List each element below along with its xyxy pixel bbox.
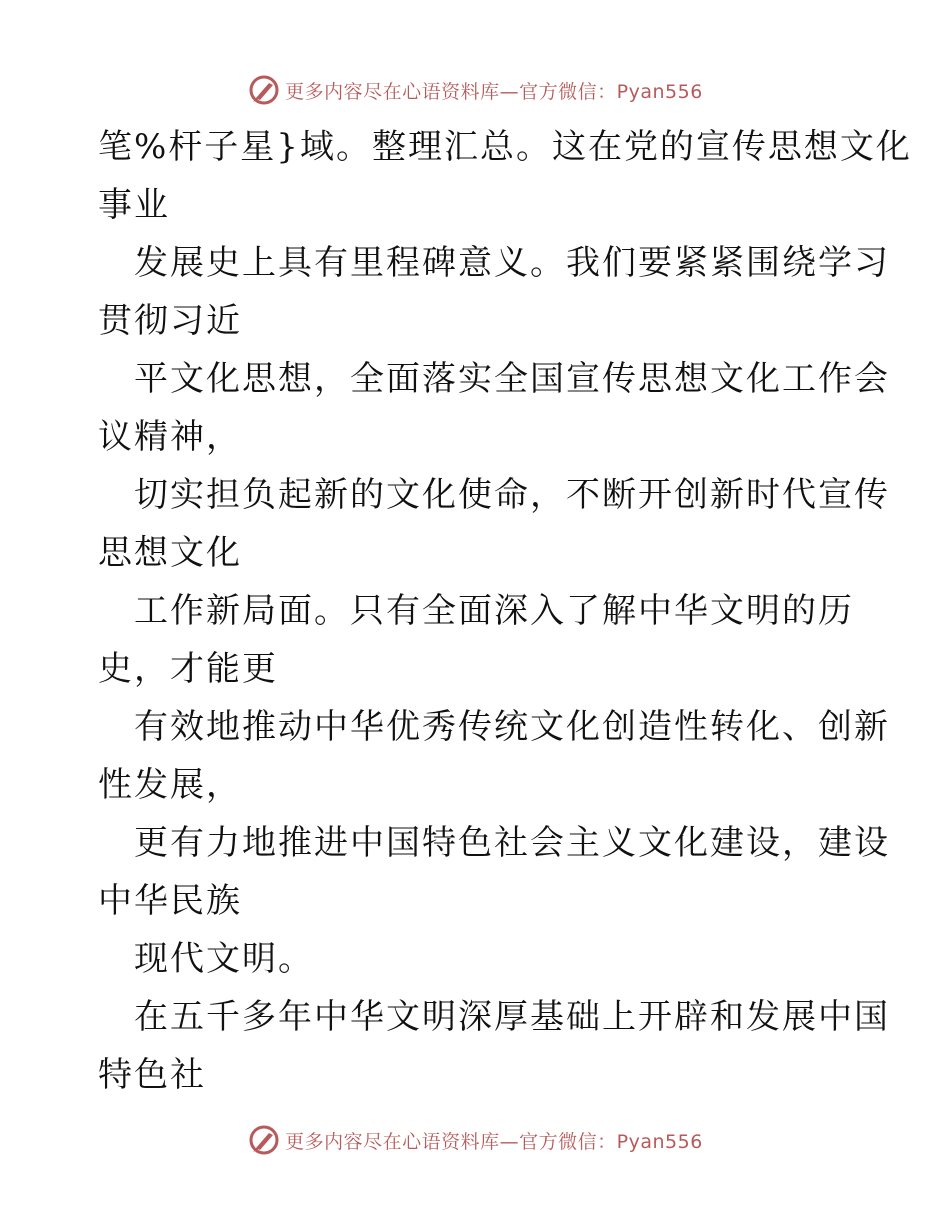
- body-line-14: 中华民族: [98, 881, 242, 921]
- body-line-5: 平文化思想，全面落实全国宣传思想文化工作会: [134, 359, 890, 399]
- document-body: [98, 118, 912, 1104]
- pen-nib-circle-icon: [247, 1123, 281, 1157]
- body-line-10: 史，才能更: [98, 649, 278, 689]
- body-line-16: 在五千多年中华文明深厚基础上开辟和发展中国: [134, 997, 890, 1037]
- pen-nib-circle-icon: [247, 73, 281, 107]
- body-line-9: 工作新局面。只有全面深入了解中华文明的历: [134, 591, 854, 631]
- body-line-13: 更有力地推进中国特色社会主义文化建设，建设: [134, 823, 890, 863]
- header-banner-text: 更多内容尽在心语资料库—官方微信：Pyan556: [285, 80, 703, 103]
- body-line-12: 性发展，: [98, 765, 242, 805]
- body-line-8: 思想文化: [98, 533, 242, 573]
- body-line-1: 笔%杆子星}域。整理汇总。这在党的宣传思想文化: [98, 127, 912, 167]
- body-line-17: 特色社: [98, 1055, 206, 1095]
- body-line-15: 现代文明。: [134, 939, 314, 979]
- footer-banner: [0, 1120, 950, 1160]
- footer-banner-text: 更多内容尽在心语资料库—官方微信：Pyan556: [285, 1130, 703, 1153]
- body-line-11: 有效地推动中华优秀传统文化创造性转化、创新: [134, 707, 890, 747]
- body-line-3: 发展史上具有里程碑意义。我们要紧紧围绕学习: [134, 243, 890, 283]
- body-line-4: 贯彻习近: [98, 301, 242, 341]
- header-banner: [0, 70, 950, 110]
- body-line-2: 事业: [98, 185, 170, 225]
- body-line-7: 切实担负起新的文化使命，不断开创新时代宣传: [134, 475, 890, 515]
- body-line-6: 议精神，: [98, 417, 242, 457]
